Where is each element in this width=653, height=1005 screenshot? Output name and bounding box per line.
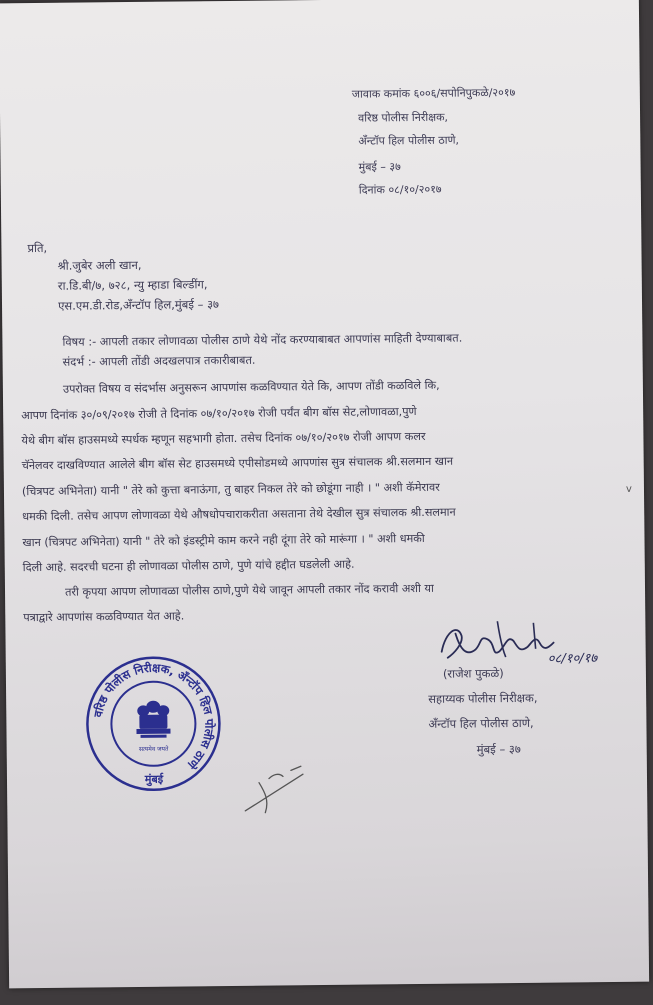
signature-date: ०८/१०/१७ <box>547 651 598 667</box>
reference-line: संदर्भ :- आपली तोंडी अदखलपात्र तकारीबाबत. <box>62 353 256 369</box>
initials-scribble <box>239 760 310 821</box>
margin-mark: v <box>625 483 632 495</box>
body-line: चॅनेलवर दाखविण्यात आलेले बीग बॉस सेट हाउसमध्ये एपीसोडमध्ये आपणांस सुत्र संचालक श्री.सलमान खान <box>21 454 454 473</box>
letter-header <box>0 0 639 197</box>
letter-date: दिनांक ०८/१०/२०१७ <box>358 182 442 197</box>
reference-number: जावाक कमांक ६००६/सपोनिपुकळे/२०१७ <box>351 85 516 101</box>
recipient-name: श्री.जुबेर अली खान, <box>57 257 142 273</box>
national-emblem-icon <box>136 701 170 738</box>
officer-station: अँन्टॉप हिल पोलीस ठाणे, <box>428 715 534 731</box>
body-line: आपण दिनांक ३०/०९/२०१७ रोजी ते दिनांक ०७/१०/२०१७ रोजी पर्यंत बीग बॉस सेट,लोणावळा,पुणे <box>21 405 417 423</box>
officer-designation: सहाय्यक पोलीस निरीक्षक, <box>428 690 538 706</box>
subject-line: विषय :- आपली तकार लोणावळा पोलीस ठाणे येथे नोंद करण्याबाबत आपणांस माहिती देण्याबाबत. <box>62 331 463 349</box>
office-city: मुंबई – ३७ <box>358 160 401 174</box>
office-line-2: अँन्टॉप हिल पोलीस ठाणे, <box>358 133 460 148</box>
body-line: तरी कृपया आपण लोणावळा पोलीस ठाणे,पुणे येथे जावून आपली तकार नोंद करावी अशी या <box>64 581 434 599</box>
officer-name: (राजेश पुकळे) <box>442 666 504 681</box>
body-line: (चित्रपट अभिनेता) यानी " तेरे को कुत्ता बनाऊंगा, तु बाहर निकल तेरे को छोडूंगा नाही । " अशी कॅमेरावर <box>21 480 440 499</box>
stamp-ring-text: वरिष्ठ पोलीस निरीक्षक, अँन्टॉप हिल पोलीस ठाणे <box>90 660 217 772</box>
body-line: धमकी दिली. तसेच आपण लोणावळा येथे औषधोपचाराकरीता असताना तेथे देखील सुत्र संचालक श्री.सलमान <box>22 505 456 524</box>
body-line: उपरोक्त विषय व संदर्भास अनुसरून आपणांस कळविण्यात येते कि, आपण तोंडी कळविले कि, <box>62 378 440 396</box>
recipient-address-1: रा.डि.बी/७, ७२८, न्यु म्हाडा बिल्डींग, <box>57 277 208 293</box>
prati-label: प्रति, <box>27 240 48 256</box>
body-line: दिली आहे. सदरची घटना ही लोणावळा पोलीस ठाणे, पुणे यांचे हद्दीत घडलेली आहे. <box>22 557 355 575</box>
stamp-bottom-text: मुंबई <box>144 772 164 786</box>
body-line: येथे बीग बॉस हाउसमध्ये स्पर्धक म्हणून सहभागी होता. तसेच दिनांक ०७/१०/२०१७ रोजी आपण कलर <box>21 429 426 448</box>
office-line-1: वरिष्ठ पोलीस निरीक्षक, <box>358 110 449 125</box>
recipient-address-2: एस.एम.डी.रोड,अँन्टॉप हिल,मुंबई – ३७ <box>57 297 220 313</box>
officer-city: मुंबई – ३७ <box>476 741 521 757</box>
police-station-stamp <box>84 654 223 793</box>
emblem-caption: सत्यमेव जयते <box>138 745 169 753</box>
body-line: पत्राद्वारे आपणांस कळविण्यात येत आहे. <box>23 609 185 625</box>
body-line: खान (चित्रपट अभिनेता) यानी " तेरे को इंडस्ट्रीमे काम करने नही दूंगा तेरे को मारूंगा । " अशी धमकी <box>22 531 425 550</box>
